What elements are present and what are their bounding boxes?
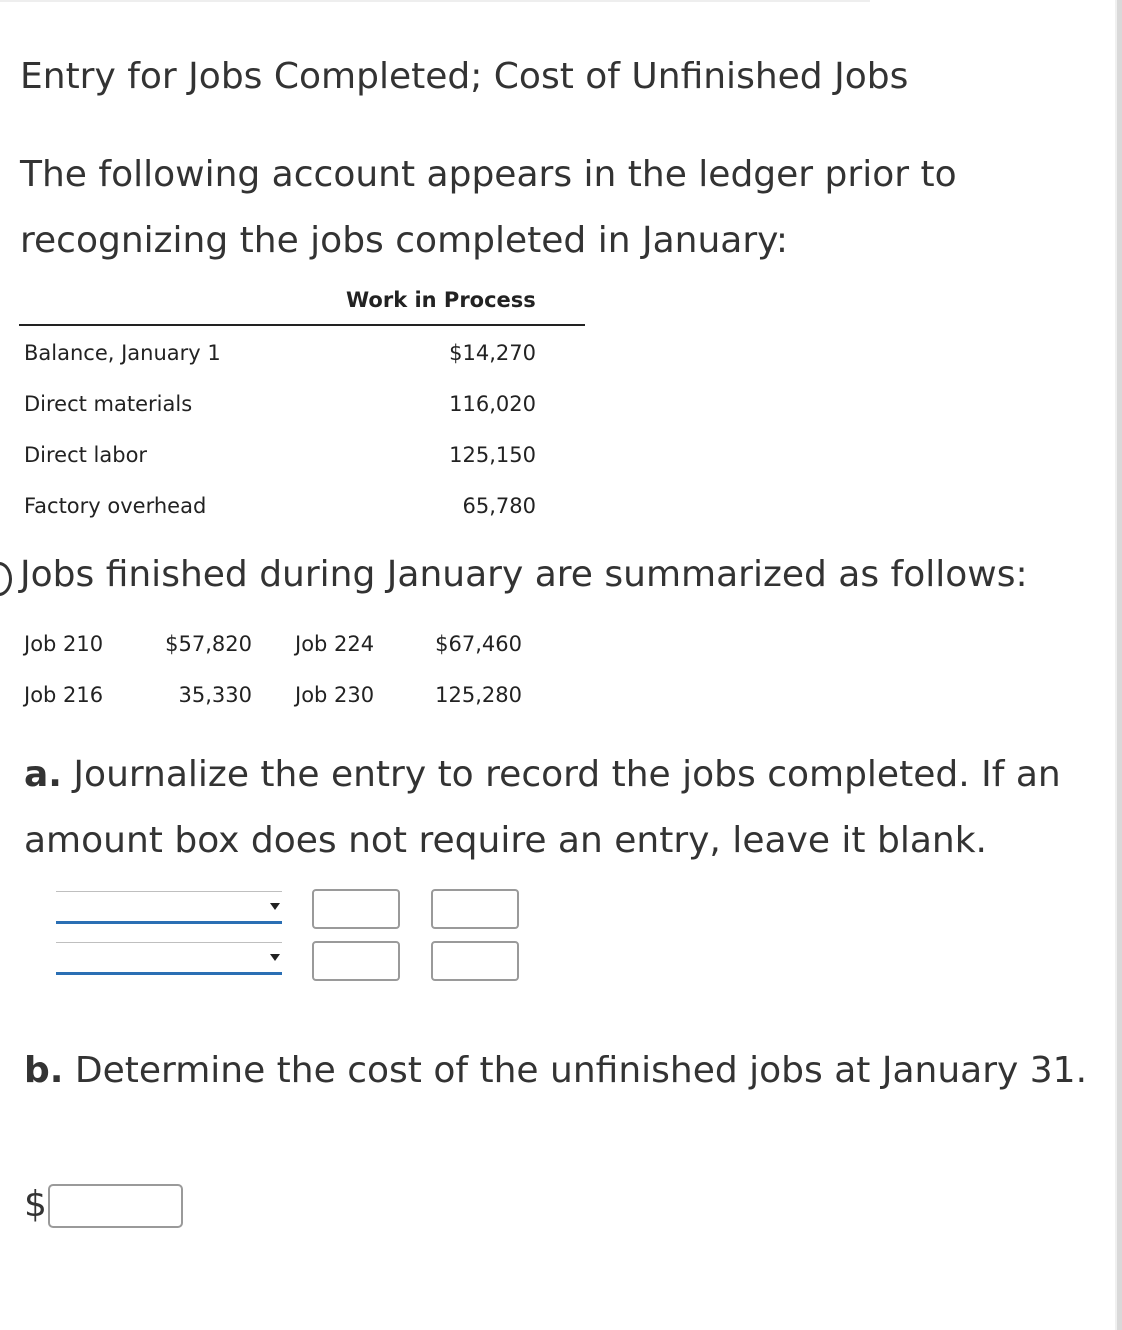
ledger-row-label: Factory overhead bbox=[24, 494, 207, 518]
ledger-rule bbox=[19, 324, 585, 326]
select-top-border bbox=[56, 891, 282, 892]
ledger-row-amount: 125,150 bbox=[449, 443, 536, 467]
ledger-row-label: Direct labor bbox=[24, 443, 148, 467]
currency-symbol: $ bbox=[24, 1184, 47, 1225]
unfinished-jobs-cost-input[interactable] bbox=[48, 1184, 183, 1228]
part-b-question bbox=[24, 1038, 1104, 1104]
job-name: Job 216 bbox=[24, 683, 104, 707]
part-b-text: Determine the cost of the unfinished jobs at January 31. bbox=[74, 1050, 1088, 1091]
part-a-text: Journalize the entry to record the jobs completed. If an amount box does not require an entry, leave it blank. bbox=[24, 754, 1061, 861]
ledger-row-label: Balance, January 1 bbox=[24, 341, 221, 365]
ledger-row-amount: 65,780 bbox=[462, 494, 536, 518]
entry-account-select-1[interactable] bbox=[56, 891, 282, 924]
chevron-down-icon bbox=[270, 903, 280, 910]
ledger-row-label: Direct materials bbox=[24, 392, 193, 416]
job-name: Job 210 bbox=[24, 632, 104, 656]
entry-account-select-2[interactable] bbox=[56, 942, 282, 975]
job-cost: 35,330 bbox=[178, 683, 252, 707]
ledger-row-balance bbox=[24, 341, 536, 371]
entry-debit-input-1[interactable] bbox=[312, 889, 400, 929]
part-a-question bbox=[24, 742, 1104, 874]
chevron-down-icon bbox=[270, 954, 280, 961]
part-b-marker: b. bbox=[24, 1050, 64, 1091]
job-name: Job 224 bbox=[295, 632, 375, 656]
entry-credit-input-1[interactable] bbox=[431, 889, 519, 929]
scrollbar-track[interactable] bbox=[1117, 0, 1122, 1330]
section-bullet-icon bbox=[0, 562, 12, 596]
ledger-row-amount: 116,020 bbox=[449, 392, 536, 416]
intro-text: The following account appears in the ledger prior to recognizing the jobs completed in January: bbox=[20, 154, 957, 261]
entry-credit-input-2[interactable] bbox=[431, 941, 519, 981]
job-cost: 125,280 bbox=[435, 683, 522, 707]
ledger-row-factory-overhead bbox=[24, 494, 536, 524]
ledger-row-amount: $14,270 bbox=[449, 341, 536, 365]
ledger-row-direct-labor bbox=[24, 443, 536, 473]
ledger-row-direct-materials bbox=[24, 392, 536, 422]
job-cost: $57,820 bbox=[165, 632, 252, 656]
ledger-account-title: Work in Process bbox=[346, 288, 536, 312]
top-border bbox=[0, 0, 870, 2]
part-a-marker: a. bbox=[24, 754, 62, 795]
entry-debit-input-2[interactable] bbox=[312, 941, 400, 981]
job-name: Job 230 bbox=[295, 683, 375, 707]
jobs-heading: Jobs finished during January are summarized as follows: bbox=[20, 554, 1028, 595]
page-title: Entry for Jobs Completed; Cost of Unfinished Jobs bbox=[20, 56, 909, 97]
select-top-border bbox=[56, 942, 282, 943]
job-cost: $67,460 bbox=[435, 632, 522, 656]
